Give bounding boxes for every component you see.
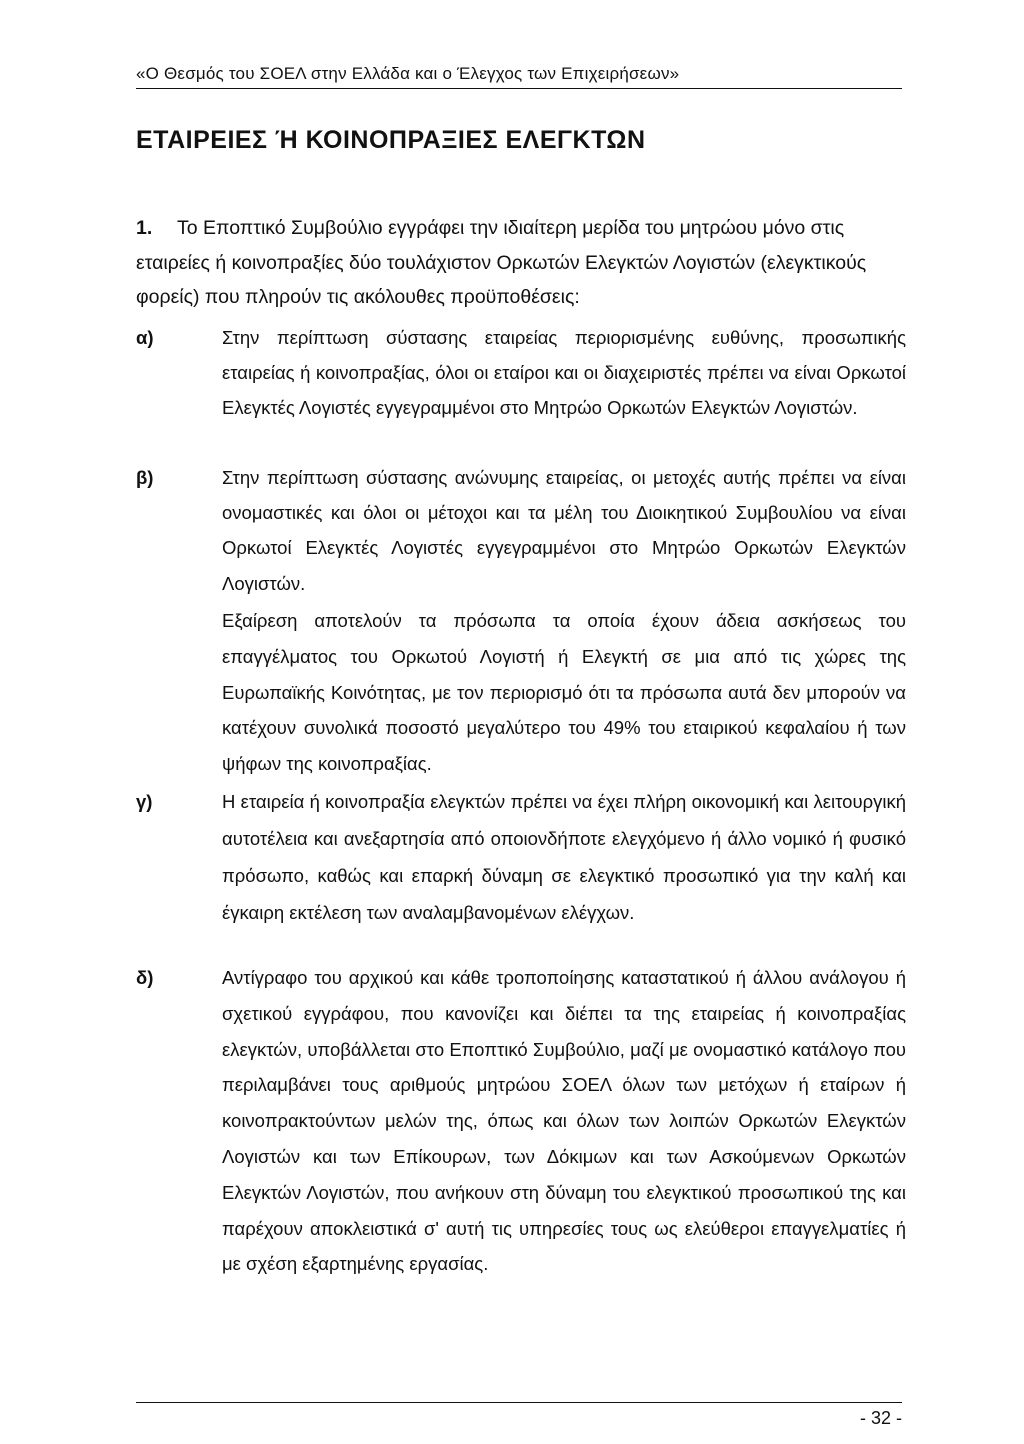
item-b-marker: β) — [136, 467, 154, 488]
paragraph-number: 1. — [136, 217, 153, 239]
section-title: ΕΤΑΙΡΕΙΕΣ Ή ΚΟΙΝΟΠΡΑΞΙΕΣ ΕΛΕΓΚΤΩΝ — [136, 126, 646, 154]
item-a-marker: α) — [136, 327, 154, 348]
exception-paragraph: Εξαίρεση αποτελούν τα πρόσωπα τα οποία έχουν άδεια ασκήσεως του επαγγέλματος του Ορκωτού Λογιστή ή Ελεγκτή σε μια από τις χώρες της Ευρωπαϊκής Κοινότητας, με τον περιορισμό ότι τα πρόσωπα αυτά δεν μπορούν να κατέχουν συνολικά ποσοστό μεγαλύτερο του 49% του εταιρικού κεφαλαίου ή των ψήφων της κοινοπραξίας. — [222, 610, 906, 775]
item-c-text: Η εταιρεία ή κοινοπραξία ελεγκτών πρέπει να έχει πλήρη οικονομική και λειτουργική αυτοτέλεια και ανεξαρτησία από οποιονδήποτε ελεγχόμενο ή άλλο νομικό ή φυσικό πρόσωπο, καθώς και επαρκή δύναμη σε ελεγκτικό προσωπικό για την καλή και έγκαιρη εκτέλεση των αναλαμβανομένων ελέγχων. — [222, 791, 906, 923]
running-header: «Ο Θεσμός του ΣΟΕΛ στην Ελλάδα και ο Έλεγχος των Επιχειρήσεων» — [136, 64, 902, 89]
item-d-text: Αντίγραφο του αρχικού και κάθε τροποποίησης καταστατικού ή άλλου ανάλογου ή σχετικού εγγράφου, που κανονίζει και διέπει τα της εταιρείας ή κοινοπραξίας ελεγκτών, υποβάλλεται στο Εποπτικό Συμβούλιο, μαζί με ονομαστικό κατάλογο που περιλαμβάνει τους αριθμούς μητρώου ΣΟΕΛ όλων των μετόχων ή εταίρων ή κοινοπρακτούντων μελών της, όπως και όλων των λοιπών Ορκωτών Ελεγκτών Λογιστών και των Επίκουρων, των Δόκιμων και των Ασκούμενων Ορκωτών Ελεγκτών Λογιστών, που ανήκουν στη δύναμη του ελεγκτικού προσωπικού της και παρέχουν αποκλειστικά σ' αυτή τις υπηρεσίες τους ως ελεύθεροι επαγγελματίες ή με σχέση εξαρτημένης εργασίας. — [222, 967, 906, 1275]
page-number: - 32 - — [859, 1408, 902, 1428]
paragraph-1-text: Το Εποπτικό Συμβούλιο εγγράφει την ιδιαίτερη μερίδα του μητρώου μόνο στις εταιρείες ή κοινοπραξίες δύο τουλάχιστον Ορκωτών Ελεγκτών Λογιστών (ελεγκτικούς φορείς) που πληρούν τις ακόλουθες προϋποθέσεις: — [136, 217, 867, 308]
item-d-marker: δ) — [136, 967, 154, 988]
item-b-text: Στην περίπτωση σύστασης ανώνυμης εταιρείας, οι μετοχές αυτής πρέπει να είναι ονομαστικές και όλοι οι μέτοχοι και τα μέλη του Διοικητικού Συμβουλίου να είναι Ορκωτοί Ελεγκτές Λογιστές εγγεγραμμένοι στο Μητρώο Ορκωτών Ελεγκτών Λογιστών. — [222, 467, 906, 594]
footer-rule — [136, 1402, 902, 1403]
item-c-marker: γ) — [136, 791, 153, 812]
paragraph-1 — [136, 211, 906, 315]
item-a-text: Στην περίπτωση σύστασης εταιρείας περιορισμένης ευθύνης, προσωπικής εταιρείας ή κοινοπραξίας, όλοι οι εταίροι και οι διαχειριστές πρέπει να είναι Ορκωτοί Ελεγκτές Λογιστές εγγεγραμμένοι στο Μητρώο Ορκωτών Ελεγκτών Λογιστών. — [222, 327, 906, 419]
